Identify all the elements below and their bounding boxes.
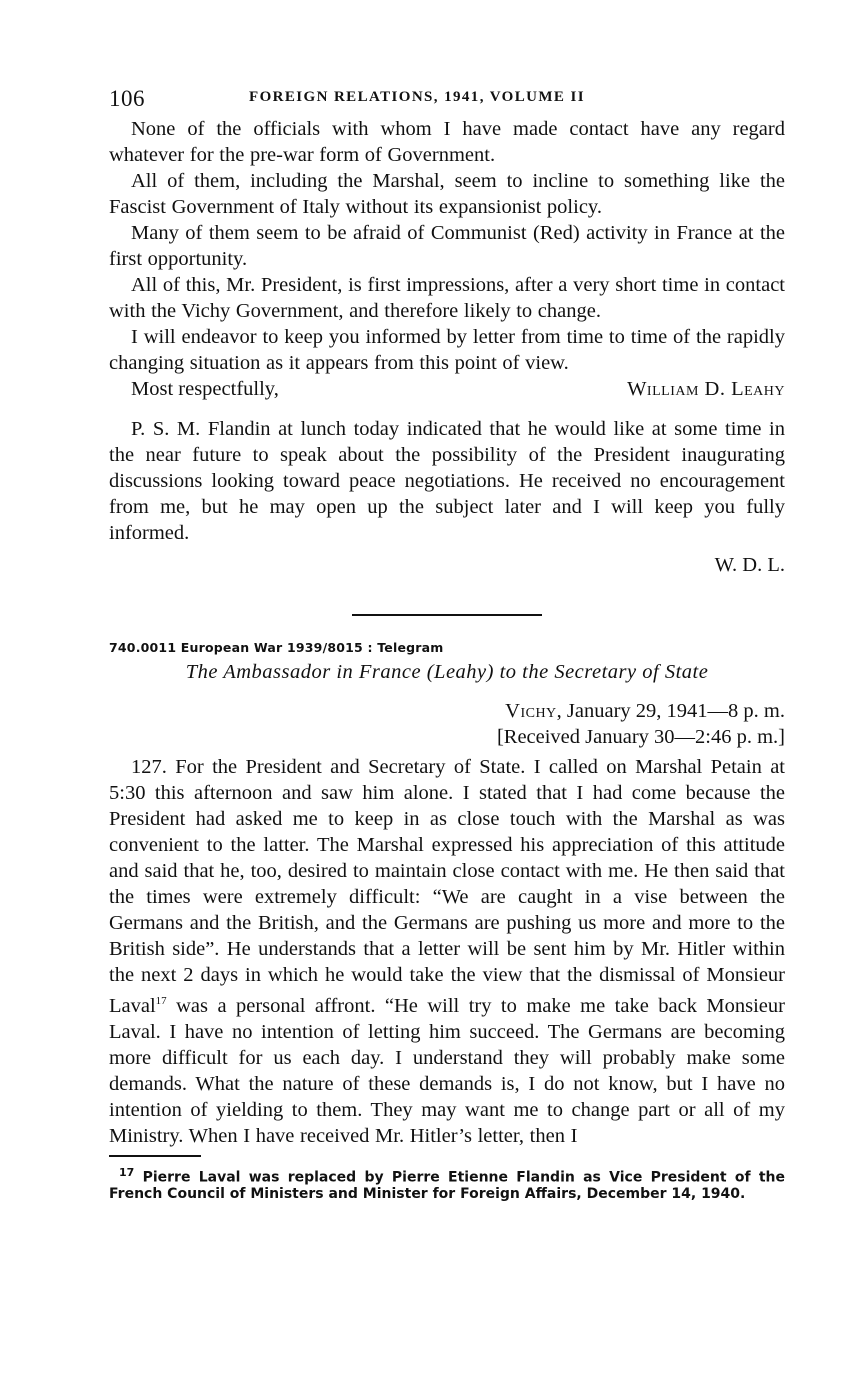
running-title: FOREIGN RELATIONS, 1941, VOLUME II: [249, 89, 585, 105]
closing: Most respectfully,: [131, 378, 279, 400]
letter-paragraph: All of this, Mr. President, is first impressions, after a very short time in contact with the Vichy Government, and therefore likely to change.: [109, 274, 785, 322]
dateline: [109, 698, 785, 724]
signature: William D. Leahy: [627, 378, 785, 400]
footnote-rule: [109, 1155, 201, 1157]
postscript: [109, 416, 785, 546]
telegram-text-part2: was a personal affront. “He will try to make me take back Monsieur Laval. I have no intention of letting him succeed. The Germans are becoming more difficult for us each day. I understand they will probably make some demands. What the nature of these demands is, I do not know, but I have no intention of yielding to them. They may want me to change part or all of my Ministry. When I have received Mr. Hitler’s letter, then I: [109, 994, 785, 1147]
footnote-mark: 17: [119, 1165, 135, 1179]
initials: W. D. L.: [714, 554, 785, 576]
footnote-text: Pierre Laval was replaced by Pierre Etienne Flandin as Vice President of the French Council of Ministers and Minister for Foreign Affairs, December 14, 1940.: [109, 1169, 785, 1202]
running-head: [109, 80, 785, 116]
letter-paragraph: Many of them seem to be afraid of Communist (Red) activity in France at the first opportunity.: [109, 222, 785, 270]
letter-paragraph: I will endeavor to keep you informed by letter from time to time of the rapidly changing situation as it appears from this point of view.: [109, 326, 785, 374]
dateline-place: Vichy: [505, 700, 557, 722]
received-line: [Received January 30—2:46 p. m.]: [496, 726, 785, 748]
footnote-reference[interactable]: 17: [155, 995, 167, 1007]
dateline-date: , January 29, 1941—8 p. m.: [556, 700, 785, 722]
telegram-body: [109, 754, 785, 1149]
telegram-text: [109, 754, 785, 1149]
postscript-text: P. S. M. Flandin at lunch today indicated that he would like at some time in the near future to speak about the possibility of the President inaugurating discussions looking toward peace negotiations. He received no encouragement from me, but he may open up the subject later and I will keep you fully informed.: [109, 418, 785, 544]
letter-body: [109, 116, 785, 376]
document-title: The Ambassador in France (Leahy) to the Secretary of State: [185, 661, 709, 683]
telegram-text-part1: 127. For the President and Secretary of State. I called on Marshal Petain at 5:30 this afternoon and saw him alone. I stated that I had come because the President had asked me to keep in as close touch with the Marshal as was convenient to the latter. The Marshal expressed his appreciation of this attitude and said that he, too, desired to maintain close contact with me. He then said that the times were extremely difficult: “We are caught in a vise between the Germans and the British, and the Germans are pushing us more and more to the British side”. He understands that a letter will be sent him by Mr. Hitler within the next 2 days in which he would take the view that the dismissal of Monsieur Laval: [109, 756, 785, 1017]
footnote: [109, 1165, 785, 1203]
letter-paragraph: All of them, including the Marshal, seem to incline to something like the Fascist Government of Italy without its expansionist policy.: [109, 170, 785, 218]
page-number: 106: [109, 86, 145, 111]
document-page: [109, 80, 785, 1202]
section-divider: [352, 614, 542, 616]
file-reference: 740.0011 European War 1939/8015 : Telegram: [109, 640, 444, 655]
letter-paragraph: None of the officials with whom I have made contact have any regard whatever for the pre-war form of Government.: [109, 118, 785, 166]
signoff: [109, 376, 785, 402]
